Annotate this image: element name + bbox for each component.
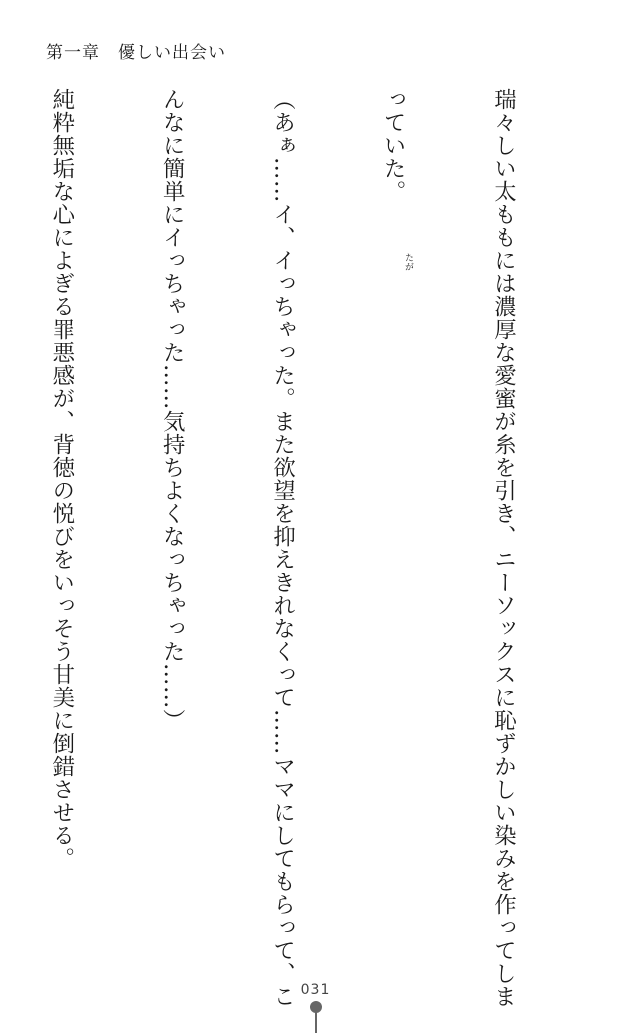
ruby-annotation: たが — [403, 253, 413, 271]
running-head: 第一章 優しい出会い — [46, 43, 226, 63]
text-line: んなに簡単にイっちゃった……気持ちよくなっちゃった……） — [159, 88, 186, 732]
text-line: （あぁ……イ、イっちゃった。また欲望を抑えきれなくって……ママにしてもらって、こ — [269, 88, 296, 1008]
text-line: 瑞々しい太ももには濃厚な愛蜜が糸を引き、ニーソックスに恥ずかしい染みを作ってしま — [490, 88, 517, 1008]
page-number: 031 — [300, 982, 331, 998]
text-line: っていた。 — [380, 88, 407, 203]
text-line: 純粋無垢な心によぎる罪悪感が、背徳の悦びをいっそう甘美に倒錯させる。 — [48, 88, 75, 870]
folio-rule-ornament — [315, 1012, 317, 1033]
